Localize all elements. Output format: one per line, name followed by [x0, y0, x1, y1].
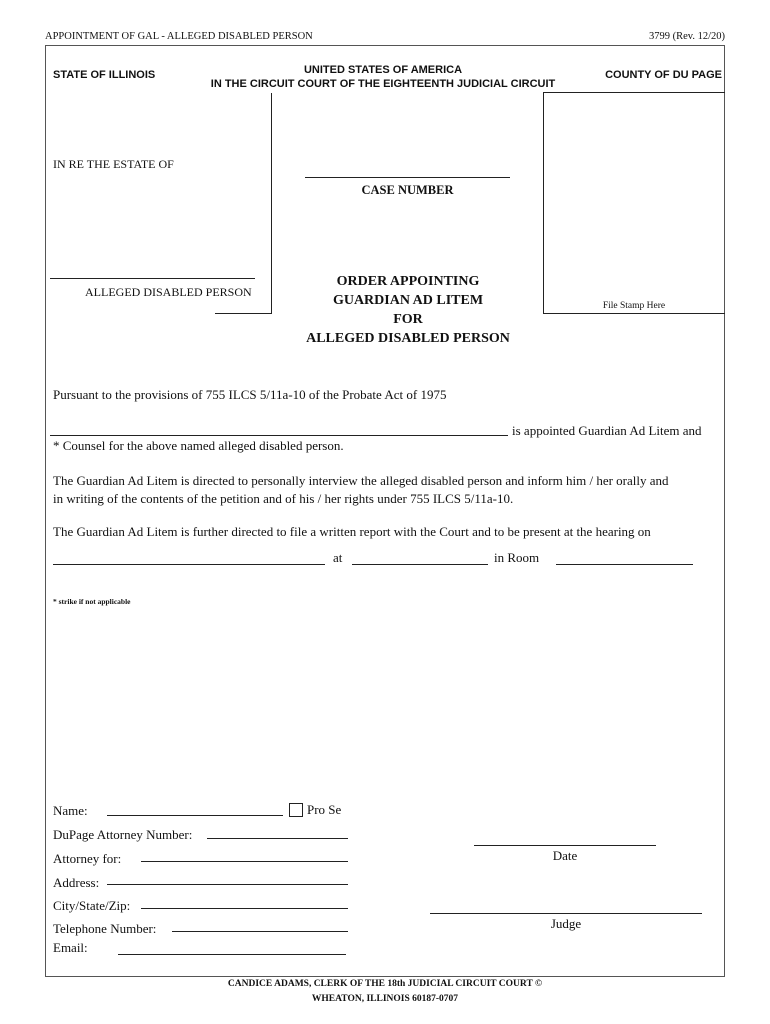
country-label: UNITED STATES OF AMERICA: [303, 64, 463, 76]
date-line[interactable]: [474, 845, 656, 846]
adp-label: ALLEGED DISABLED PERSON: [85, 285, 252, 299]
dupage-number-label: DuPage Attorney Number:: [53, 827, 193, 842]
judge-label: Judge: [550, 916, 582, 931]
form-number: 3799 (Rev. 12/20): [648, 31, 725, 42]
email-line[interactable]: [118, 954, 346, 955]
order-title-line4: ALLEGED DISABLED PERSON: [306, 331, 510, 346]
appointed-text: is appointed Guardian Ad Litem and: [512, 423, 702, 438]
pro-se-label: Pro Se: [307, 802, 342, 817]
order-title-line2: GUARDIAN AD LITEM: [332, 293, 484, 308]
directed-text-2: in writing of the contents of the petition and of his / her rights under 755 ILCS 5/11a-10.: [53, 491, 514, 506]
file-stamp-box: [543, 92, 725, 314]
name-label: Name:: [53, 803, 88, 818]
city-line[interactable]: [141, 908, 348, 909]
judge-line[interactable]: [430, 913, 702, 914]
county-label: COUNTY OF DU PAGE: [605, 69, 722, 81]
attorney-for-line[interactable]: [141, 861, 348, 862]
hearing-room-line[interactable]: [556, 564, 693, 565]
counsel-text: * Counsel for the above named alleged disabled person.: [53, 438, 344, 453]
state-label: STATE OF ILLINOIS: [53, 69, 156, 81]
telephone-line[interactable]: [172, 931, 348, 932]
strike-note: * strike if not applicable: [53, 597, 131, 606]
name-line[interactable]: [107, 815, 283, 816]
form-title: APPOINTMENT OF GAL - ALLEGED DISABLED PERSON: [45, 31, 313, 42]
date-label: Date: [552, 848, 578, 863]
estate-label: IN RE THE ESTATE OF: [53, 157, 174, 171]
directed-text-1: The Guardian Ad Litem is directed to personally interview the alleged disabled person and inform him / her orally and: [53, 473, 669, 488]
dupage-number-line[interactable]: [207, 838, 348, 839]
pursuant-text: Pursuant to the provisions of 755 ILCS 5/11a-10 of the Probate Act of 1975: [53, 387, 447, 402]
file-stamp-label: File Stamp Here: [602, 301, 666, 311]
address-label: Address:: [53, 875, 100, 890]
room-label: in Room: [494, 550, 540, 565]
order-title-line3: FOR: [393, 312, 423, 327]
case-number-line[interactable]: [305, 177, 510, 178]
email-label: Email:: [53, 940, 88, 955]
pro-se-checkbox[interactable]: [289, 803, 303, 817]
court-label: IN THE CIRCUIT COURT OF THE EIGHTEENTH JUDICIAL CIRCUIT: [210, 78, 556, 90]
at-label: at: [333, 550, 343, 565]
order-title-line1: ORDER APPOINTING: [336, 274, 480, 289]
hearing-date-line[interactable]: [53, 564, 325, 565]
footer-clerk: CANDICE ADAMS, CLERK OF THE 18th JUDICIAL CIRCUIT COURT ©: [227, 979, 543, 989]
further-text: The Guardian Ad Litem is further directed to file a written report with the Court and to be present at the hearing on: [53, 524, 651, 539]
city-label: City/State/Zip:: [53, 898, 131, 913]
attorney-for-label: Attorney for:: [53, 851, 122, 866]
gal-name-line[interactable]: [50, 435, 508, 436]
telephone-label: Telephone Number:: [53, 921, 157, 936]
adp-name-line[interactable]: [50, 278, 255, 279]
address-line[interactable]: [107, 884, 348, 885]
footer-address: WHEATON, ILLINOIS 60187-0707: [311, 994, 459, 1004]
case-number-label: CASE NUMBER: [361, 183, 454, 197]
hearing-time-line[interactable]: [352, 564, 488, 565]
